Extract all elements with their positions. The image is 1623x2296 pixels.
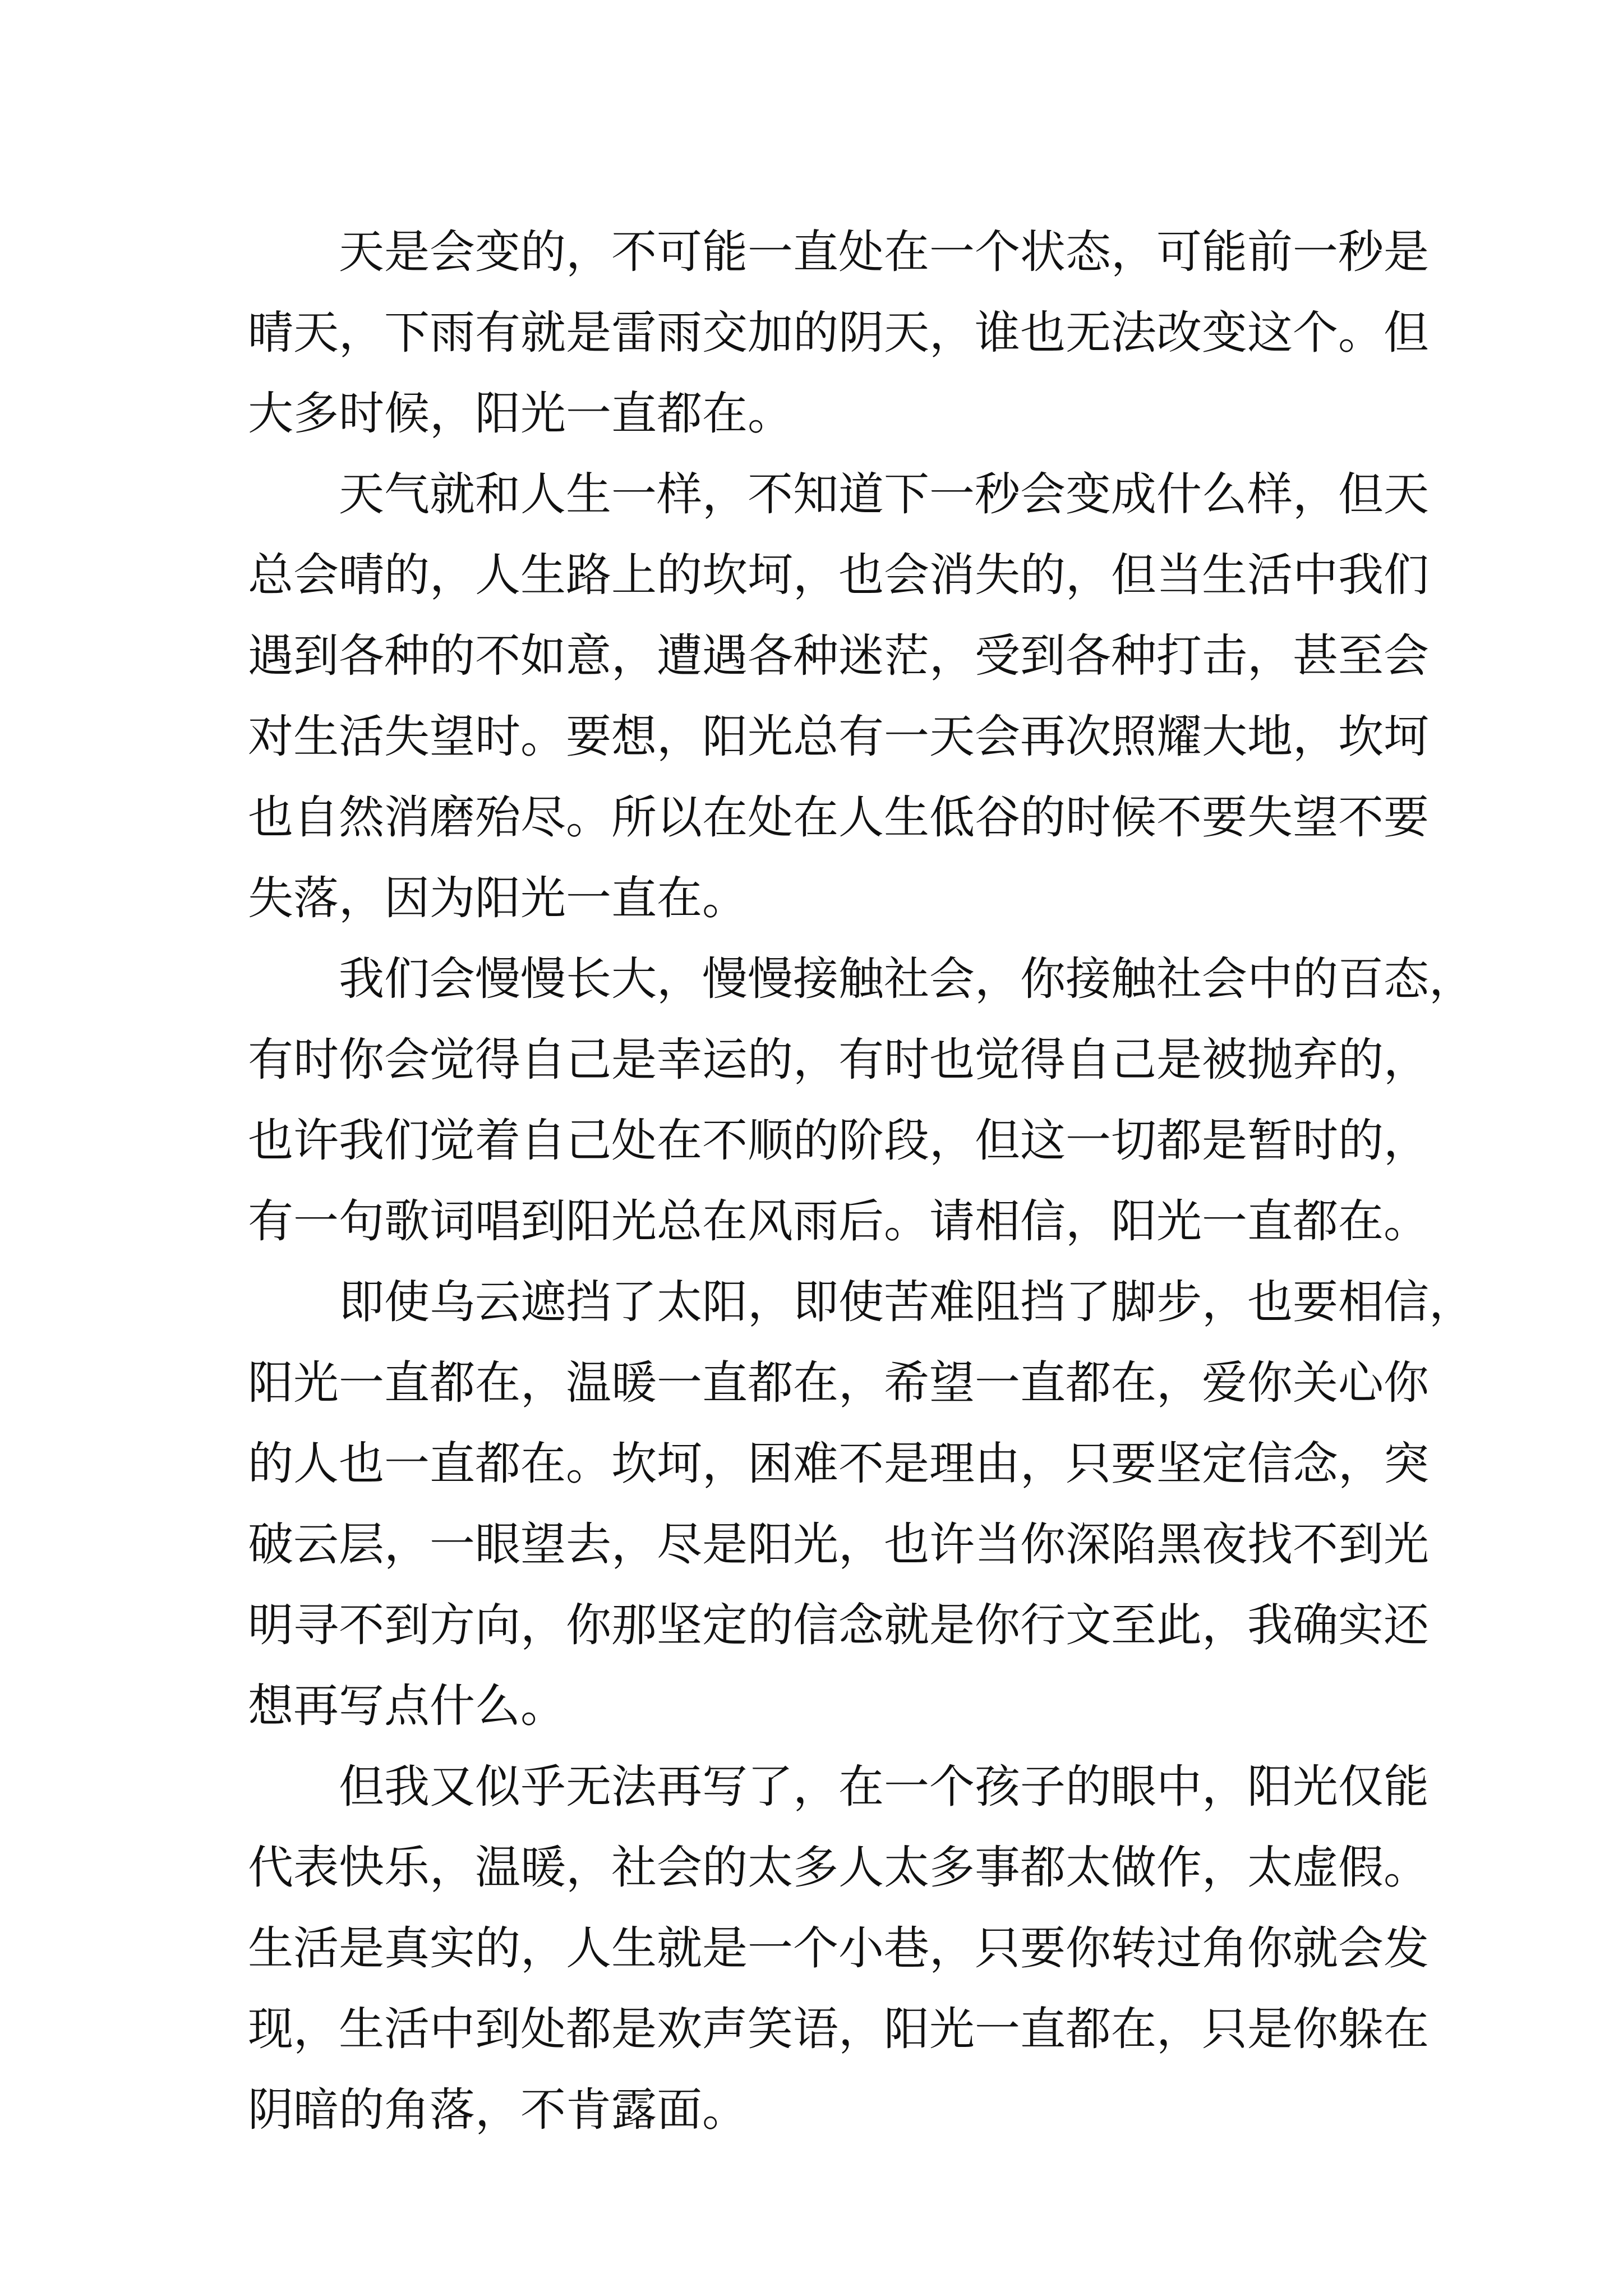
paragraph-4 [248, 1262, 1475, 1747]
text-line: 天是会变的，不可能一直处在一个状态，可能前一秒是 [339, 226, 1430, 279]
text-line: 生活是真实的，人生就是一个小巷，只要你转过角你就会发 [248, 1922, 1430, 1975]
text-line: 但我又似乎无法再写了，在一个孩子的眼中，阳光仅能 [339, 1761, 1430, 1814]
text-line: 对生活失望时。要想，阳光总有一天会再次照耀大地，坎坷 [248, 711, 1430, 763]
text-line: 晴天，下雨有就是雷雨交加的阴天，谁也无法改变这个。但 [248, 307, 1430, 360]
text-line: 破云层，一眼望去，尽是阳光，也许当你深陷黑夜找不到光 [248, 1519, 1430, 1571]
text-line: 即使乌云遮挡了太阳，即使苦难阻挡了脚步，也要相信， [339, 1276, 1475, 1329]
text-line: 有一句歌词唱到阳光总在风雨后。请相信，阳光一直都在。 [248, 1195, 1430, 1248]
text-line: 天气就和人生一样，不知道下一秒会变成什么样，但天 [339, 468, 1430, 521]
text-line: 现，生活中到处都是欢声笑语，阳光一直都在，只是你躲在 [248, 2003, 1430, 2056]
text-line: 有时你会觉得自己是幸运的，有时也觉得自己是被抛弃的， [248, 1034, 1430, 1087]
text-line: 想再写点什么。 [248, 1680, 566, 1733]
text-line: 也许我们觉着自己处在不顺的阶段，但这一切都是暂时的， [248, 1115, 1430, 1167]
text-line: 阴暗的角落，不肯露面。 [248, 2084, 748, 2137]
text-line: 失落，因为阳光一直在。 [248, 872, 748, 925]
essay-body [248, 212, 1475, 2151]
text-line: 阳光一直都在，温暖一直都在，希望一直都在，爱你关心你 [248, 1357, 1430, 1410]
text-line: 遇到各种的不如意，遭遇各种迷茫，受到各种打击，甚至会 [248, 630, 1430, 683]
text-line: 我们会慢慢长大，慢慢接触社会，你接触社会中的百态， [339, 953, 1475, 1006]
text-line: 明寻不到方向，你那坚定的信念就是你行文至此，我确实还 [248, 1599, 1430, 1652]
text-line: 的人也一直都在。坎坷，困难不是理由，只要坚定信念，突 [248, 1438, 1430, 1490]
paragraph-2 [248, 454, 1430, 939]
text-line: 代表快乐，温暖，社会的太多人太多事都太做作，太虚假。 [248, 1842, 1430, 1894]
paragraph-3 [248, 939, 1475, 1262]
paragraph-1 [248, 212, 1430, 454]
paragraph-5 [248, 1747, 1430, 2151]
text-line: 也自然消磨殆尽。所以在处在人生低谷的时候不要失望不要 [248, 792, 1430, 844]
text-line: 大多时候，阳光一直都在。 [248, 388, 794, 440]
text-line: 总会晴的，人生路上的坎坷，也会消失的，但当生活中我们 [248, 549, 1430, 602]
